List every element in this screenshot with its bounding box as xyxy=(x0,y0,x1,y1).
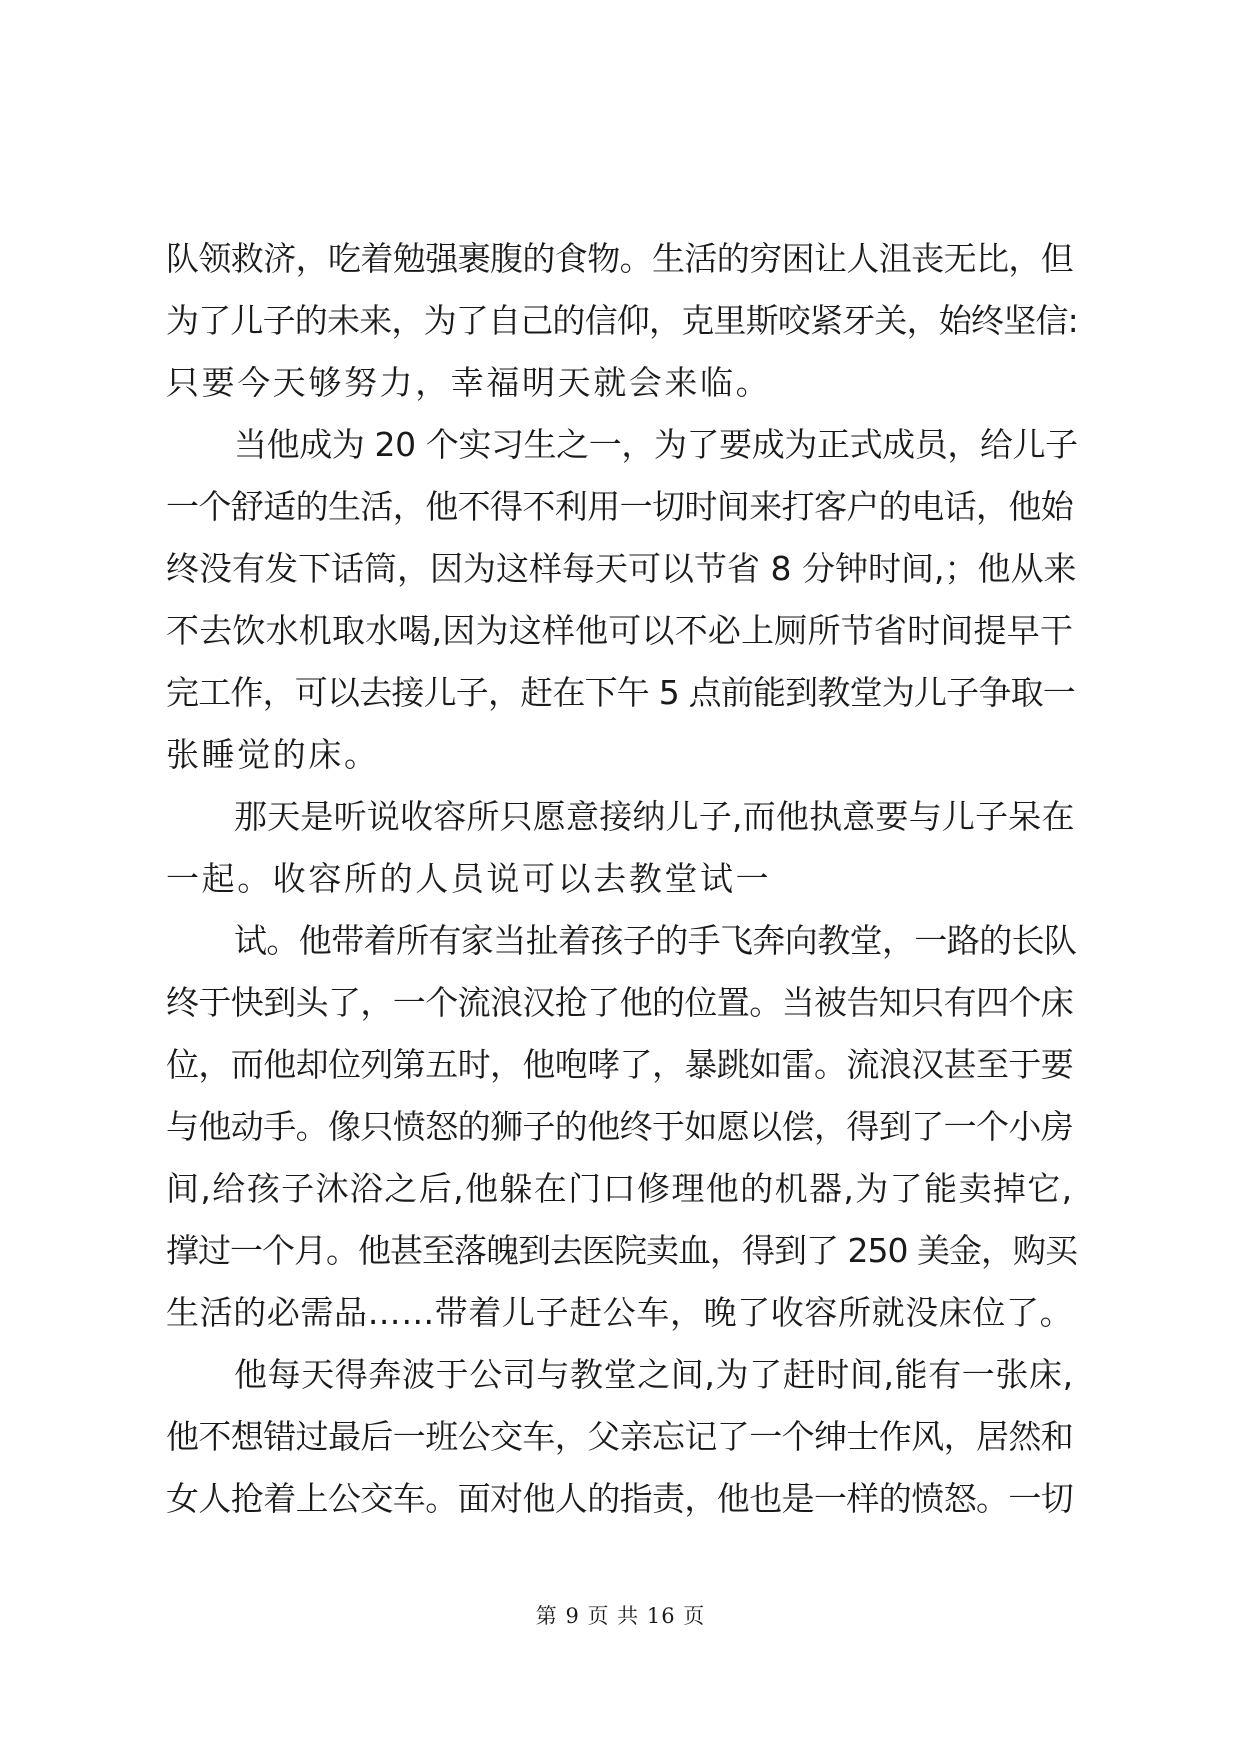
text-line: 只要今天够努力，幸福明天就会来临。 xyxy=(166,363,772,402)
text-line: 他不想错过最后一班公交车，父亲忘记了一个绅士作风，居然和 xyxy=(166,1417,1074,1456)
text-line: 试。他带着所有家当扯着孩子的手飞奔向教堂，一路的长队 xyxy=(234,921,1077,960)
text-line: 为了儿子的未来，为了自己的信仰，克里斯咬紧牙关，始终坚信: xyxy=(166,301,1078,340)
text-line: 女人抢着上公交车。面对他人的指责，他也是一样的愤怒。一切 xyxy=(166,1479,1074,1518)
text-line: 终于快到头了，一个流浪汉抢了他的位置。当被告知只有四个床 xyxy=(166,983,1074,1022)
text-line: 不去饮水机取水喝,因为这样他可以不必上厕所节省时间提早干 xyxy=(166,611,1074,650)
text-line: 他每天得奔波于公司与教堂之间,为了赶时间,能有一张床, xyxy=(234,1355,1074,1394)
text-line: 那天是听说收容所只愿意接纳儿子,而他执意要与儿子呆在 xyxy=(234,797,1075,836)
page-footer: 第 9 页 共 16 页 xyxy=(535,1604,706,1628)
body-text xyxy=(166,228,1078,1530)
text-line: 与他动手。像只愤怒的狮子的他终于如愿以偿，得到了一个小房 xyxy=(166,1107,1074,1146)
text-line: 撑过一个月。他甚至落魄到去医院卖血，得到了 250 美金，购买 xyxy=(166,1231,1077,1270)
text-line: 队领救济，吃着勉强裹腹的食物。生活的穷困让人沮丧无比，但 xyxy=(166,239,1074,278)
text-line: 终没有发下话筒，因为这样每天可以节省 8 分钟时间,；他从来 xyxy=(166,549,1077,588)
text-line: 张睡觉的床。 xyxy=(166,735,380,774)
text-line: 生活的必需品……带着儿子赶公车，晚了收容所就没床位了。 xyxy=(166,1293,1074,1332)
text-line: 位，而他却位列第五时，他咆哮了，暴跳如雷。流浪汉甚至于要 xyxy=(166,1045,1074,1084)
text-line: 一起。收容所的人员说可以去教堂试一 xyxy=(166,859,772,898)
text-line: 完工作，可以去接儿子，赶在下午 5 点前能到教堂为儿子争取一 xyxy=(166,673,1075,712)
text-line: 间,给孩子沐浴之后,他躲在门口修理他的机器,为了能卖掉它, xyxy=(166,1169,1074,1208)
text-line: 当他成为 20 个实习生之一，为了要成为正式成员，给儿子 xyxy=(234,425,1078,464)
text-line: 一个舒适的生活，他不得不利用一切时间来打客户的电话，他始 xyxy=(166,487,1074,526)
